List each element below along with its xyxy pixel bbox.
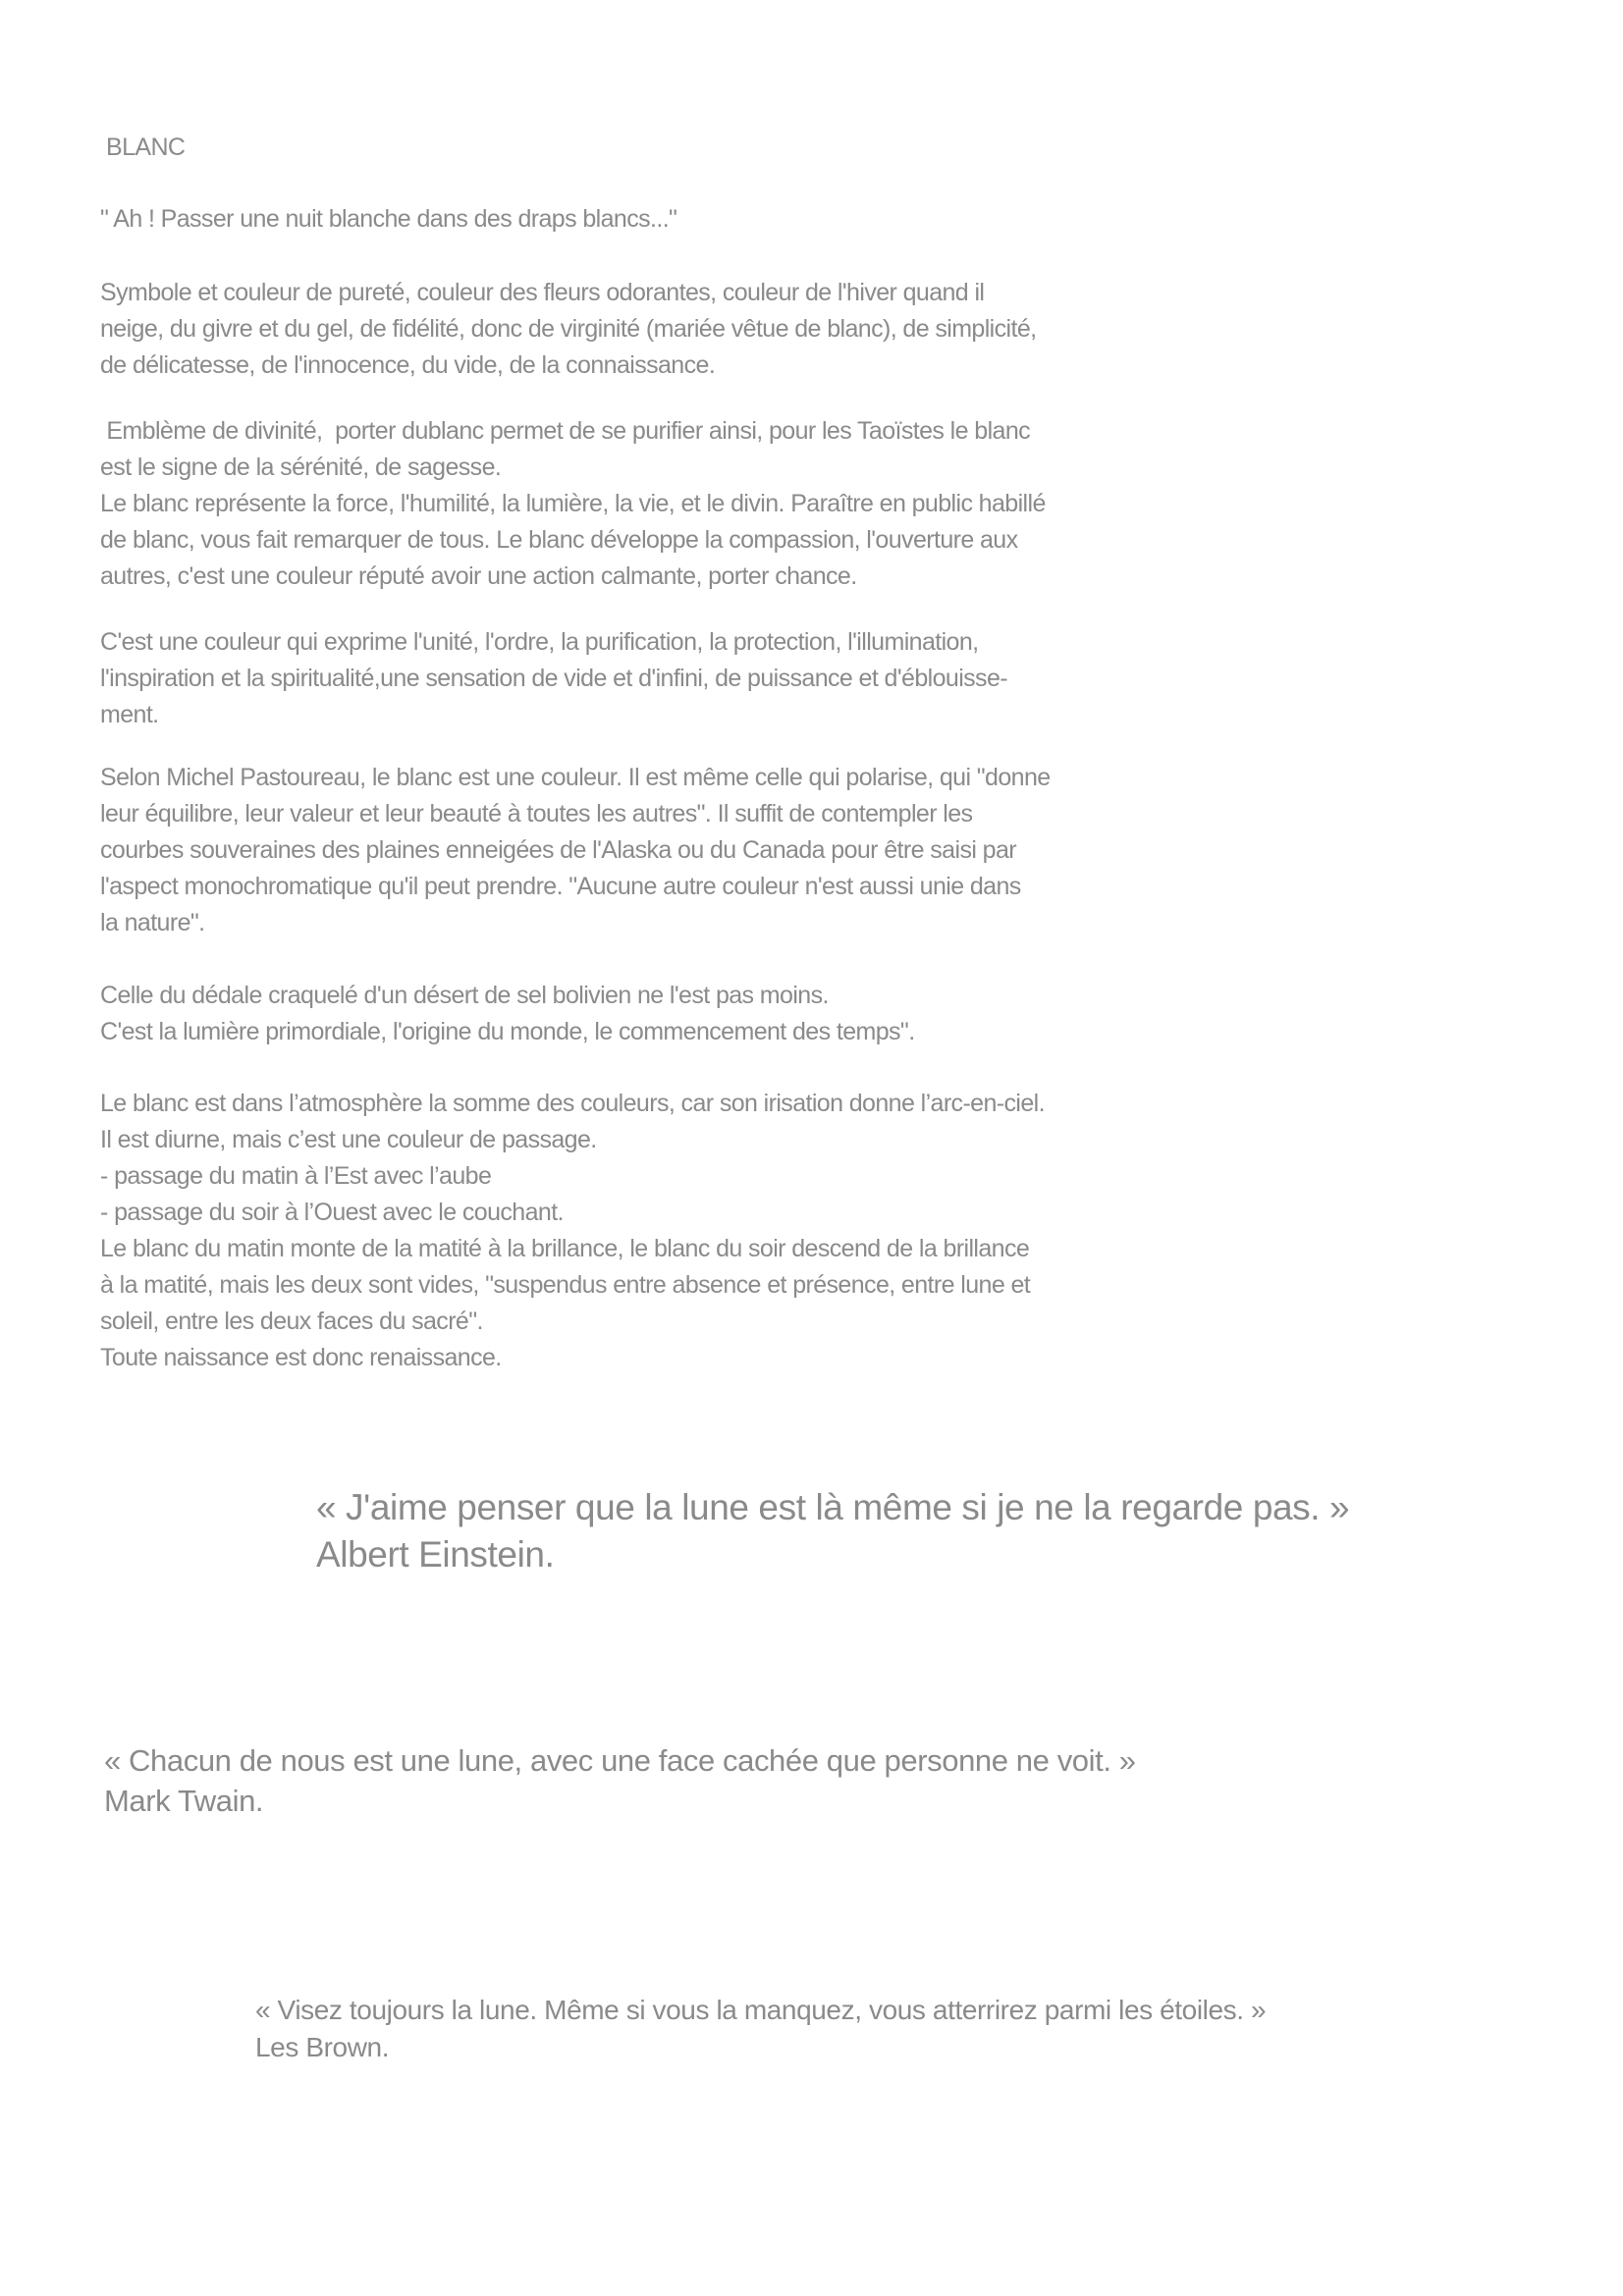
paragraph-line: Emblème de divinité, porter dublanc permet de se purifier ainsi, pour les Taoïstes le blanc: [100, 417, 1031, 445]
epigraph: " Ah ! Passer une nuit blanche dans des draps blancs...": [100, 205, 677, 233]
paragraph-2: [100, 413, 1259, 595]
page-title: BLANC: [106, 133, 186, 161]
paragraph-line: Il est diurne, mais c’est une couleur de passage.: [100, 1126, 597, 1153]
paragraph-line: de délicatesse, de l'innocence, du vide, de la connaissance.: [100, 351, 716, 379]
paragraph-line: est le signe de la sérénité, de sagesse.: [100, 454, 502, 481]
paragraph-line: à la matité, mais les deux sont vides, "suspendus entre absence et présence, entre lune et: [100, 1271, 1031, 1299]
quote-brown: [255, 1992, 1266, 2066]
quote-einstein: [316, 1484, 1349, 1578]
paragraph-line: Le blanc représente la force, l'humilité, la lumière, la vie, et le divin. Paraître en public habillé: [100, 490, 1046, 517]
quote-twain: [104, 1740, 1136, 1821]
paragraph-line: Le blanc est dans l’atmosphère la somme des couleurs, car son irisation donne l’arc-en-ciel.: [100, 1090, 1045, 1117]
heading-block: [100, 130, 1259, 166]
paragraph-6: [100, 1086, 1259, 1376]
paragraph-1: [100, 275, 1259, 384]
paragraph-5: [100, 978, 1259, 1050]
paragraph-line: l'aspect monochromatique qu'il peut prendre. "Aucune autre couleur n'est aussi unie dans: [100, 873, 1021, 900]
quote-text: « J'aime penser que la lune est là même si je ne la regarde pas. »: [316, 1487, 1350, 1527]
paragraph-line: leur équilibre, leur valeur et leur beauté à toutes les autres". Il suffit de contempler les: [100, 800, 973, 828]
paragraph-3: [100, 624, 1259, 733]
paragraph-line: soleil, entre les deux faces du sacré".: [100, 1308, 483, 1335]
paragraph-line: Toute naissance est donc renaissance.: [100, 1344, 502, 1371]
quote-author: Les Brown.: [255, 2032, 390, 2062]
quote-text: « Chacun de nous est une lune, avec une face cachée que personne ne voit. »: [104, 1743, 1136, 1778]
quote-author: Mark Twain.: [104, 1784, 264, 1818]
epigraph-block: [100, 201, 1259, 238]
paragraph-line: la nature".: [100, 909, 205, 936]
paragraph-line: Symbole et couleur de pureté, couleur des fleurs odorantes, couleur de l'hiver quand il: [100, 279, 985, 306]
paragraph-line: Celle du dédale craquelé d'un désert de sel bolivien ne l'est pas moins.: [100, 982, 829, 1009]
paragraph-line: l'inspiration et la spiritualité,une sensation de vide et d'infini, de puissance et d'éblouisse-: [100, 665, 1007, 692]
paragraph-line: Le blanc du matin monte de la matité à la brillance, le blanc du soir descend de la brillance: [100, 1235, 1030, 1262]
quote-author: Albert Einstein.: [316, 1534, 555, 1575]
paragraph-line: Selon Michel Pastoureau, le blanc est une couleur. Il est même celle qui polarise, qui "donne: [100, 764, 1051, 791]
paragraph-4: [100, 760, 1259, 941]
paragraph-line: - passage du matin à l’Est avec l’aube: [100, 1162, 492, 1190]
quote-text: « Visez toujours la lune. Même si vous la manquez, vous atterrirez parmi les étoiles. »: [255, 1995, 1267, 2025]
paragraph-line: neige, du givre et du gel, de fidélité, donc de virginité (mariée vêtue de blanc), de simplicité,: [100, 315, 1037, 343]
paragraph-line: courbes souveraines des plaines enneigées de l'Alaska ou du Canada pour être saisi par: [100, 836, 1016, 864]
paragraph-line: C'est une couleur qui exprime l'unité, l'ordre, la purification, la protection, l'illumination,: [100, 628, 979, 656]
paragraph-line: de blanc, vous fait remarquer de tous. Le blanc développe la compassion, l'ouverture aux: [100, 526, 1018, 554]
paragraph-line: - passage du soir à l’Ouest avec le couchant.: [100, 1199, 564, 1226]
paragraph-line: autres, c'est une couleur réputé avoir une action calmante, porter chance.: [100, 562, 857, 590]
paragraph-line: ment.: [100, 701, 159, 728]
paragraph-line: C'est la lumière primordiale, l'origine du monde, le commencement des temps".: [100, 1018, 915, 1045]
